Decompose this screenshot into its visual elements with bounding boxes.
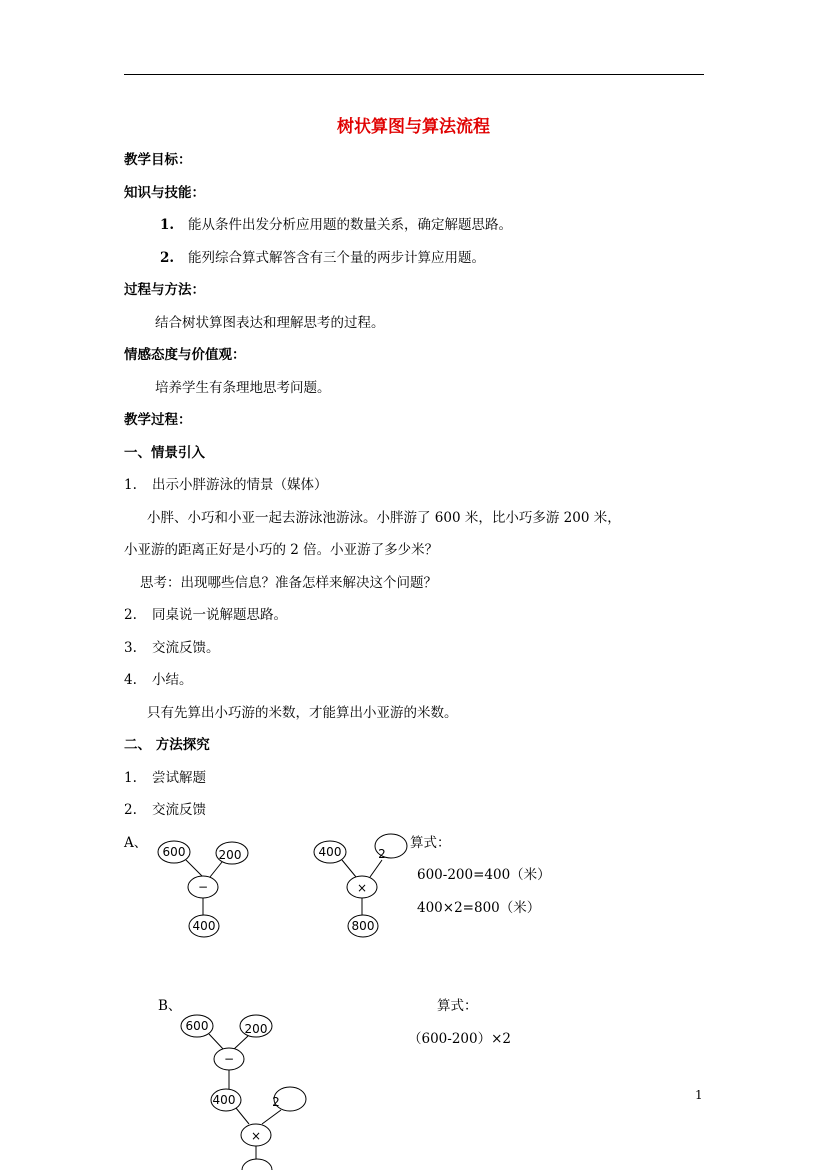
heading-process-method: 过程与方法： [124,282,205,298]
process-method-text: 结合树状算图表达和理解思考的过程。 [155,315,385,331]
ks-item-1-text: 能从条件出发分析应用题的数量关系，确定解题思路。 [188,217,512,233]
tree-b-mid-right-label: 2 [272,1095,280,1109]
s1-item-4-num: 4. [124,672,137,688]
problem-line-2: 小亚游的距离正好是小巧的 2 倍。小亚游了多少米？ [124,542,439,558]
attitude-text: 培养学生有条理地思考问题。 [155,380,331,396]
tree-a1-left-label: 600 [162,845,186,859]
label-a: A、 [124,835,148,851]
tree-b-node-result [242,1159,272,1170]
formula-label-a: 算式： [410,835,451,851]
s1-item-1-num: 1. [124,477,137,493]
s1-item-1-text: 出示小胖游泳的情景（媒体） [152,477,328,493]
s2-item-1-num: 1. [124,770,137,786]
formula-a-line-1: 600-200=400（米） [417,867,551,883]
s1-item-3-num: 3. [124,640,137,656]
heading-teaching-goals: 教学目标： [124,152,192,168]
tree-b-op1-label: − [223,1052,235,1066]
s1-item-2-text: 同桌说一说解题思路。 [152,607,287,623]
tree-a2-right-label: 2 [378,847,386,861]
heading-knowledge-skills: 知识与技能： [124,185,205,201]
tree-a1-right-label: 200 [218,848,242,862]
s2-item-2-text: 交流反馈 [152,802,206,818]
tree-b-op2-label: × [250,1129,262,1143]
tree-b-edge-right [233,1036,248,1050]
formula-label-b: 算式： [437,998,478,1014]
tree-b-edge-mid-left [236,1108,249,1124]
tree-a1-op-label: − [197,880,209,894]
ks-item-2-num: 2. [160,250,175,266]
label-b: B、 [158,998,182,1014]
s1-item-3-text: 交流反馈。 [152,640,220,656]
s1-item-4-text: 小结。 [152,672,193,688]
problem-line-1: 小胖、小巧和小亚一起去游泳池游泳。小胖游了 600 米，比小巧多游 200 米， [147,510,621,526]
page-number: 1 [695,1088,703,1102]
tree-a2-left-label: 400 [318,845,342,859]
formula-b: （600-200）×2 [408,1031,511,1047]
tree-b-right-label: 200 [244,1022,268,1036]
ks-item-2-text: 能列综合算式解答含有三个量的两步计算应用题。 [188,250,485,266]
think-text: 思考：出现哪些信息？准备怎样来解决这个问题？ [140,575,437,591]
heading-attitude: 情感态度与价值观： [124,347,246,363]
heading-teaching-process: 教学过程： [124,412,192,428]
tree-b-edge-mid-right [262,1110,281,1124]
section2-title: 二、 方法探究 [124,737,210,753]
ks-item-1-num: 1. [160,217,175,233]
page-title: 树状算图与算法流程 [337,117,490,137]
s2-item-1-text: 尝试解题 [152,770,206,786]
s1-item-2-num: 2. [124,607,137,623]
s2-item-2-num: 2. [124,802,137,818]
tree-b-edge-left [209,1034,224,1050]
tree-a2-op-label: × [356,881,368,895]
tree-b-left-label: 600 [185,1019,209,1033]
tree-a1-result-label: 400 [192,919,216,933]
formula-a-line-2: 400×2=800（米） [417,900,541,916]
tree-a2-result-label: 800 [351,919,375,933]
summary-text: 只有先算出小巧游的米数，才能算出小亚游的米数。 [147,705,458,721]
section1-title: 一、情景引入 [124,445,205,461]
tree-b-mid-label: 400 [212,1093,236,1107]
